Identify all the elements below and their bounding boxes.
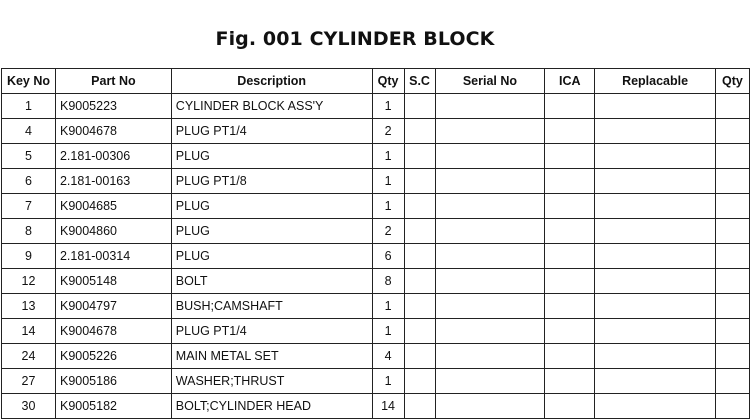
serial-no-cell (435, 194, 545, 219)
column-header-serial-no: Serial No (435, 69, 545, 94)
key-no-cell: 6 (2, 169, 56, 194)
qty-cell: 1 (372, 294, 404, 319)
qty-cell: 1 (372, 369, 404, 394)
sc-cell (404, 269, 435, 294)
part-no-cell: K9005223 (55, 94, 171, 119)
part-no-cell: K9004797 (55, 294, 171, 319)
qty-cell: 1 (372, 94, 404, 119)
key-no-cell: 1 (2, 94, 56, 119)
replacable-cell (595, 94, 716, 119)
description-cell: MAIN METAL SET (171, 344, 372, 369)
replacable-cell (595, 194, 716, 219)
column-header-ica: ICA (545, 69, 595, 94)
part-no-cell: 2.181-00314 (55, 244, 171, 269)
sc-cell (404, 219, 435, 244)
description-cell: PLUG PT1/4 (171, 319, 372, 344)
serial-no-cell (435, 344, 545, 369)
ica-cell (545, 269, 595, 294)
ica-cell (545, 244, 595, 269)
qty-cell: 1 (372, 319, 404, 344)
sc-cell (404, 344, 435, 369)
table-row (2, 369, 750, 394)
ica-cell (545, 219, 595, 244)
serial-no-cell (435, 144, 545, 169)
replacable-cell (595, 394, 716, 419)
table-row (2, 319, 750, 344)
description-cell: BOLT;CYLINDER HEAD (171, 394, 372, 419)
table-row (2, 294, 750, 319)
key-no-cell: 8 (2, 219, 56, 244)
serial-no-cell (435, 319, 545, 344)
qty-2-cell (715, 344, 749, 369)
part-no-cell: 2.181-00163 (55, 169, 171, 194)
table-row (2, 244, 750, 269)
qty-2-cell (715, 244, 749, 269)
table-row (2, 194, 750, 219)
sc-cell (404, 294, 435, 319)
part-no-cell: K9004685 (55, 194, 171, 219)
qty-2-cell (715, 269, 749, 294)
column-header-qty: Qty (372, 69, 404, 94)
part-no-cell: K9005182 (55, 394, 171, 419)
description-cell: PLUG (171, 194, 372, 219)
table-row (2, 219, 750, 244)
qty-2-cell (715, 394, 749, 419)
table-header-row (2, 69, 750, 94)
part-no-cell: K9004860 (55, 219, 171, 244)
table-row (2, 269, 750, 294)
sc-cell (404, 194, 435, 219)
qty-cell: 2 (372, 219, 404, 244)
description-cell: WASHER;THRUST (171, 369, 372, 394)
ica-cell (545, 319, 595, 344)
qty-cell: 1 (372, 144, 404, 169)
description-cell: PLUG (171, 219, 372, 244)
column-header-qty-2: Qty (715, 69, 749, 94)
qty-cell: 2 (372, 119, 404, 144)
table-row (2, 144, 750, 169)
qty-cell: 4 (372, 344, 404, 369)
replacable-cell (595, 144, 716, 169)
sc-cell (404, 169, 435, 194)
key-no-cell: 13 (2, 294, 56, 319)
key-no-cell: 14 (2, 319, 56, 344)
description-cell: BOLT (171, 269, 372, 294)
page-title: Fig. 001 CYLINDER BLOCK (215, 28, 495, 50)
description-cell: CYLINDER BLOCK ASS'Y (171, 94, 372, 119)
replacable-cell (595, 119, 716, 144)
key-no-cell: 30 (2, 394, 56, 419)
description-cell: PLUG PT1/8 (171, 169, 372, 194)
sc-cell (404, 369, 435, 394)
replacable-cell (595, 219, 716, 244)
column-header-replacable: Replacable (595, 69, 716, 94)
ica-cell (545, 94, 595, 119)
part-no-cell: K9004678 (55, 319, 171, 344)
key-no-cell: 12 (2, 269, 56, 294)
serial-no-cell (435, 94, 545, 119)
table-row (2, 169, 750, 194)
key-no-cell: 7 (2, 194, 56, 219)
key-no-cell: 4 (2, 119, 56, 144)
replacable-cell (595, 244, 716, 269)
part-no-cell: K9004678 (55, 119, 171, 144)
replacable-cell (595, 169, 716, 194)
serial-no-cell (435, 269, 545, 294)
sc-cell (404, 94, 435, 119)
column-header-sc: S.C (404, 69, 435, 94)
key-no-cell: 27 (2, 369, 56, 394)
qty-2-cell (715, 94, 749, 119)
serial-no-cell (435, 394, 545, 419)
column-header-part-no: Part No (55, 69, 171, 94)
key-no-cell: 24 (2, 344, 56, 369)
serial-no-cell (435, 369, 545, 394)
key-no-cell: 5 (2, 144, 56, 169)
part-no-cell: K9005148 (55, 269, 171, 294)
ica-cell (545, 194, 595, 219)
table-row (2, 94, 750, 119)
qty-2-cell (715, 369, 749, 394)
qty-2-cell (715, 319, 749, 344)
replacable-cell (595, 269, 716, 294)
description-cell: PLUG (171, 144, 372, 169)
qty-2-cell (715, 119, 749, 144)
part-no-cell: K9005226 (55, 344, 171, 369)
qty-2-cell (715, 194, 749, 219)
sc-cell (404, 144, 435, 169)
serial-no-cell (435, 119, 545, 144)
ica-cell (545, 394, 595, 419)
part-no-cell: K9005186 (55, 369, 171, 394)
replacable-cell (595, 294, 716, 319)
qty-2-cell (715, 169, 749, 194)
sc-cell (404, 394, 435, 419)
parts-table (1, 68, 750, 419)
description-cell: PLUG PT1/4 (171, 119, 372, 144)
key-no-cell: 9 (2, 244, 56, 269)
ica-cell (545, 169, 595, 194)
ica-cell (545, 144, 595, 169)
qty-cell: 14 (372, 394, 404, 419)
ica-cell (545, 344, 595, 369)
serial-no-cell (435, 244, 545, 269)
column-header-description: Description (171, 69, 372, 94)
replacable-cell (595, 319, 716, 344)
serial-no-cell (435, 219, 545, 244)
serial-no-cell (435, 169, 545, 194)
qty-2-cell (715, 144, 749, 169)
description-cell: PLUG (171, 244, 372, 269)
sc-cell (404, 119, 435, 144)
ica-cell (545, 294, 595, 319)
ica-cell (545, 119, 595, 144)
table-row (2, 344, 750, 369)
table-body (2, 94, 750, 419)
replacable-cell (595, 344, 716, 369)
serial-no-cell (435, 294, 545, 319)
qty-cell: 8 (372, 269, 404, 294)
qty-cell: 1 (372, 169, 404, 194)
table-row (2, 394, 750, 419)
qty-2-cell (715, 294, 749, 319)
part-no-cell: 2.181-00306 (55, 144, 171, 169)
description-cell: BUSH;CAMSHAFT (171, 294, 372, 319)
sc-cell (404, 244, 435, 269)
qty-2-cell (715, 219, 749, 244)
qty-cell: 1 (372, 194, 404, 219)
replacable-cell (595, 369, 716, 394)
qty-cell: 6 (372, 244, 404, 269)
sc-cell (404, 319, 435, 344)
table-row (2, 119, 750, 144)
ica-cell (545, 369, 595, 394)
column-header-key-no: Key No (2, 69, 56, 94)
